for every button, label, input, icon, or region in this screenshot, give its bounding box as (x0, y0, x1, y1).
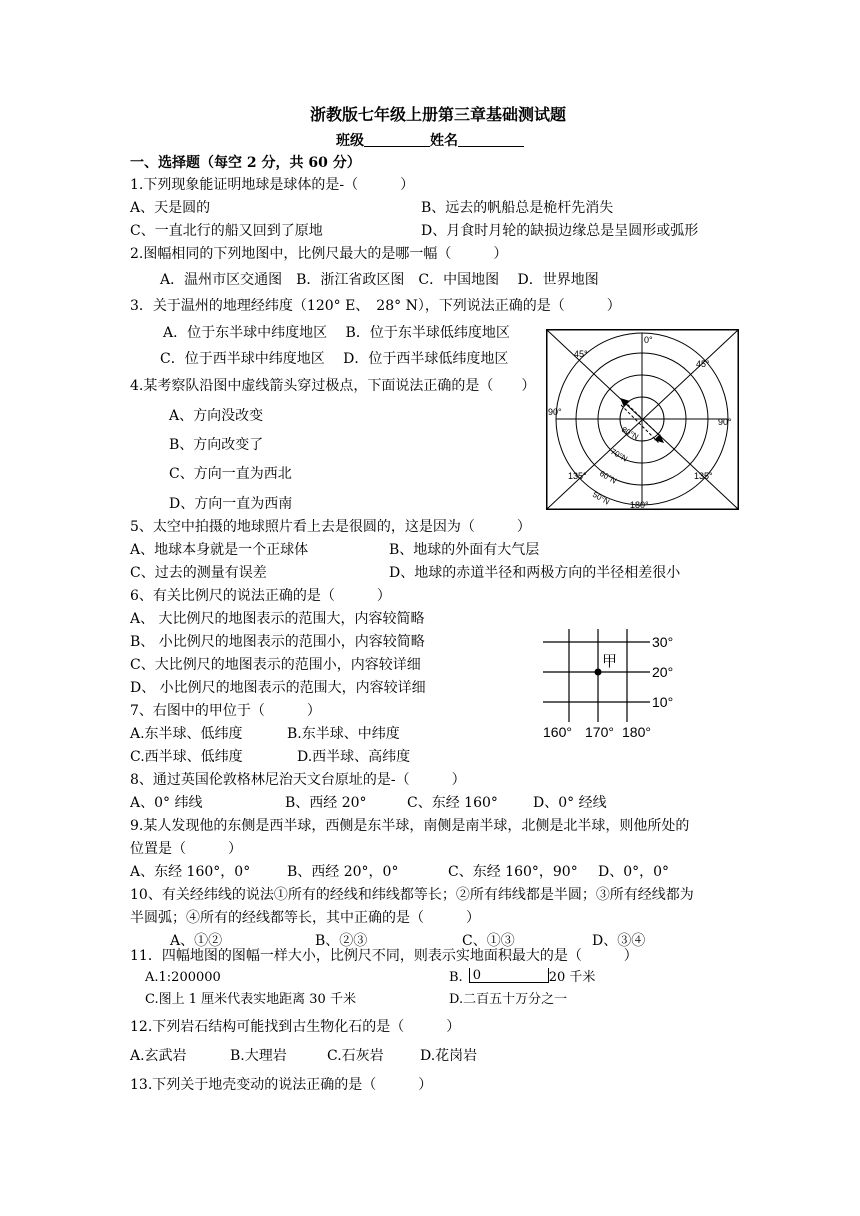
question-10-stem-line1: 10、有关经纬线的说法①所有的经线和纬线都等长；②所有纬线都是半圆；③所有经线都为 (130, 887, 694, 903)
question-6-option-c: C、大比例尺的地图表示的范围小，内容较详细 (130, 657, 421, 673)
label-lat-20: 20° (652, 664, 674, 680)
scale-bar (469, 968, 549, 983)
question-5-option-c: C、过去的测量有误差 (130, 565, 267, 581)
scale-bar-zero: 0 (472, 968, 481, 983)
label-lon-90-right: 90° (718, 417, 732, 427)
question-1-stem: 1.下列现象能证明地球是球体的是-（ ） (130, 177, 415, 193)
question-11-option-b (449, 968, 595, 988)
question-7-option-b: B.东半球、中纬度 (287, 726, 400, 742)
question-6-option-a: A、 大比例尺的地图表示的范围大，内容较简略 (130, 611, 425, 627)
question-4-option-a: A、方向没改变 (169, 408, 264, 424)
question-9-option-c: C、东经 160°，90° (448, 864, 578, 880)
question-7-stem: 7、右图中的甲位于（ ） (130, 703, 321, 719)
question-10-stem-line2: 半圆弧；④所有的经线都等长，其中正确的是（ ） (130, 910, 480, 926)
label-lat-80: 80°N (620, 424, 640, 442)
question-8-option-d: D、0° 经线 (533, 795, 607, 811)
student-info (336, 131, 524, 151)
option-b-prefix: B. (449, 970, 463, 985)
question-8-stem: 8、通过英国伦敦格林尼治天文台原址的是-（ ） (130, 772, 466, 788)
point-jia (595, 669, 602, 676)
question-9-option-b: B、西经 20°，0° (287, 864, 399, 880)
label-lat-30: 30° (652, 634, 674, 650)
question-12-option-d: D.花岗岩 (420, 1048, 478, 1064)
question-5-option-d: D、地球的赤道半径和两极方向的半径相差很小 (389, 565, 681, 581)
label-lat-60: 60°N (598, 468, 618, 486)
question-5-option-a: A、地球本身就是一个正球体 (130, 542, 309, 558)
name-blank[interactable] (458, 132, 524, 147)
label-lon-135-left: 135° (568, 471, 587, 481)
class-blank[interactable] (364, 132, 430, 147)
question-12-option-b: B.大理岩 (230, 1048, 287, 1064)
question-1-option-b: B、远去的帆船总是桅杆先消失 (421, 200, 614, 216)
question-9-stem-line2: 位置是（ ） (130, 841, 242, 857)
question-1-option-c: C、一直北行的船又回到了原地 (130, 223, 323, 239)
question-11-option-d: D.二百五十万分之一 (449, 992, 568, 1007)
question-5-option-b: B、地球的外面有大气层 (389, 542, 540, 558)
label-lat-50: 50°N (591, 489, 611, 507)
name-label: 姓名 (430, 133, 458, 149)
question-6-stem: 6、有关比例尺的说法正确的是（ ） (130, 588, 391, 604)
label-lon-45-left: 45° (574, 349, 588, 359)
question-8-option-a: A、0° 纬线 (130, 795, 203, 811)
scale-bar-value: 20 千米 (548, 970, 596, 985)
question-9-option-d: D、0°，0° (598, 864, 670, 880)
question-2-options: A．温州市区交通图 B．浙江省政区图 C．中国地图 D．世界地图 (160, 272, 599, 288)
question-4-stem: 4.某考察队沿图中虚线箭头穿过极点，下面说法正确的是（ ） (130, 378, 536, 394)
lat-lon-grid-map (540, 624, 690, 746)
label-lon-0: 0° (644, 335, 653, 345)
question-10-option-d: D、③④ (592, 933, 646, 949)
question-4-option-b: B、方向改变了 (169, 437, 264, 453)
question-11-option-c: C.图上 1 厘米代表实地距离 30 千米 (145, 992, 356, 1007)
label-point-jia: 甲 (602, 652, 618, 670)
question-11-option-a: A.1:200000 (145, 970, 221, 985)
label-lon-180: 180° (630, 500, 649, 510)
polar-projection-map (546, 329, 739, 510)
question-4-option-c: C、方向一直为西北 (169, 466, 292, 482)
question-10-option-a: A、①② (170, 933, 223, 949)
question-7-option-d: D.西半球、高纬度 (297, 749, 411, 765)
label-lon-135-right: 135° (694, 471, 713, 481)
question-13-stem: 13.下列关于地壳变动的说法正确的是（ ） (130, 1077, 433, 1093)
question-12-option-a: A.玄武岩 (130, 1048, 187, 1064)
label-lon-170: 170° (585, 724, 614, 740)
label-lon-160: 160° (543, 724, 572, 740)
question-10-option-c: C、①③ (462, 933, 515, 949)
question-7-option-a: A.东半球、低纬度 (130, 726, 243, 742)
question-9-option-a: A、东经 160°，0° (130, 864, 251, 880)
label-lon-180-grid: 180° (622, 724, 651, 740)
question-1-option-d: D、月食时月轮的缺损边缘总是呈圆形或弧形 (421, 223, 699, 239)
question-8-option-b: B、西经 20° (285, 795, 367, 811)
question-4-option-d: D、方向一直为西南 (169, 496, 293, 512)
question-9-stem-line1: 9.某人发现他的东侧是西半球，西侧是东半球，南侧是南半球，北侧是北半球，则他所处的 (130, 818, 690, 834)
question-1-option-a: A、天是圆的 (130, 200, 211, 216)
question-3-options-cd: C．位于西半球中纬度地区 D．位于西半球低纬度地区 (160, 351, 509, 367)
question-3-stem: 3．关于温州的地理经纬度（120° E、 28° N），下列说法正确的是（ ） (130, 298, 621, 314)
question-11-stem: 11．四幅地图的图幅一样大小，比例尺不同，则表示实地面积最大的是（ ） (130, 948, 638, 964)
question-3-options-ab: A．位于东半球中纬度地区 B．位于东半球低纬度地区 (163, 325, 510, 341)
label-lon-45-right: 45° (696, 359, 710, 369)
question-10-option-b: B、②③ (315, 933, 368, 949)
label-lat-10: 10° (652, 694, 674, 710)
label-lat-70: 70°N (609, 446, 629, 464)
question-2-stem: 2.图幅相同的下列地图中，比例尺最大的是哪一幅（ ） (130, 246, 508, 262)
section-heading: 一、选择题（每空 2 分，共 60 分） (130, 155, 361, 171)
question-12-option-c: C.石灰岩 (327, 1048, 384, 1064)
label-lon-90-left: 90° (548, 407, 562, 417)
question-6-option-b: B、 小比例尺的地图表示的范围小，内容较简略 (130, 634, 425, 650)
question-5-stem: 5、太空中拍摄的地球照片看上去是很圆的，这是因为（ ） (130, 519, 531, 535)
class-label: 班级 (336, 133, 364, 149)
question-8-option-c: C、东经 160° (407, 795, 498, 811)
page-title: 浙教版七年级上册第三章基础测试题 (310, 105, 567, 124)
question-12-stem: 12.下列岩石结构可能找到古生物化石的是（ ） (130, 1019, 461, 1035)
question-6-option-d: D、 小比例尺的地图表示的范围大，内容较详细 (130, 680, 426, 696)
question-7-option-c: C.西半球、低纬度 (130, 749, 243, 765)
